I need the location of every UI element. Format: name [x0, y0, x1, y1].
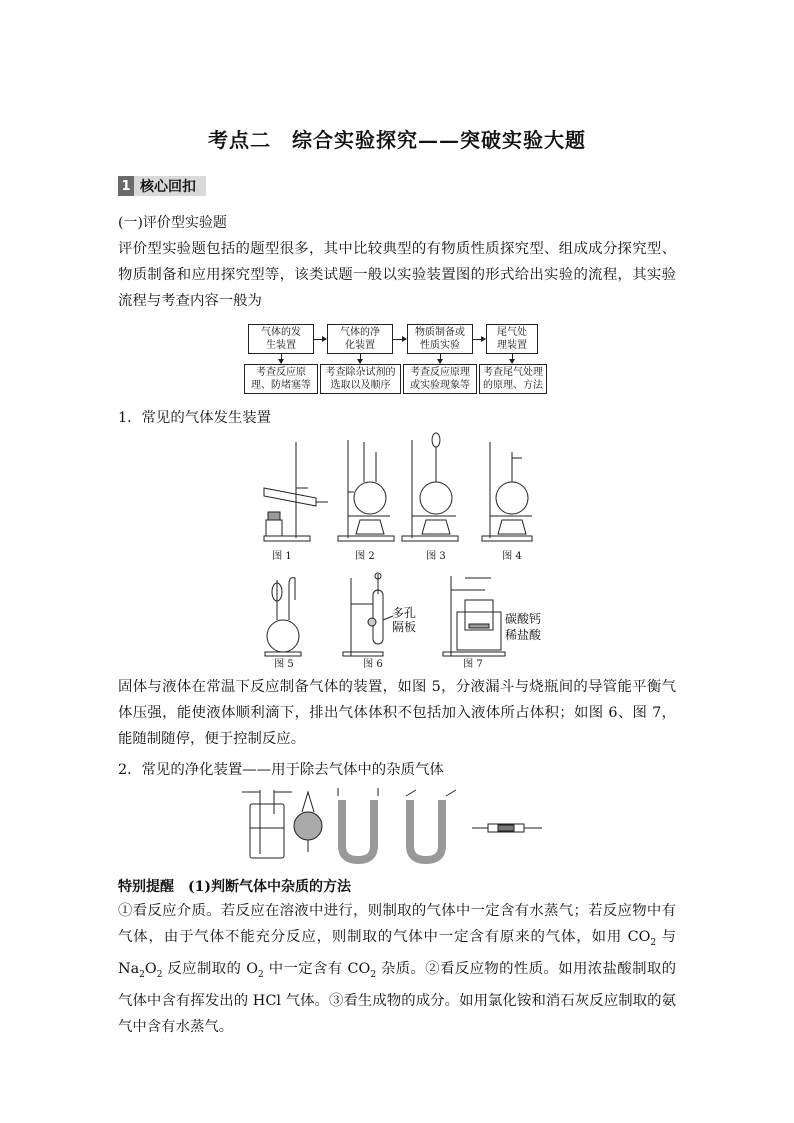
subscript: 2 — [258, 969, 264, 980]
flow-arrow — [440, 354, 441, 363]
flow-bottom-4: 考查尾气处理 的原理、方法 — [479, 364, 547, 394]
note-text: 杂质。②看反应物的性质。如用浓盐酸制取的气体中含有挥发出的 HCl 气体。③看生成物的成分。如用氯化铵和消石灰反应制取的氨气中含有水蒸气。 — [118, 960, 676, 1035]
note-text: 反应制取的 O — [162, 960, 259, 977]
straight-tube — [472, 824, 542, 832]
note-paragraph — [118, 898, 676, 1040]
page-title: 考点二 综合实验探究——突破实验大题 — [208, 128, 586, 152]
fig4-apparatus — [482, 442, 532, 541]
flow-arrow — [473, 339, 485, 340]
fig5-caption: 图 5 — [274, 659, 294, 670]
flow-arrow — [512, 354, 513, 363]
flow-bottom-1: 考查反应原 理、防堵塞等 — [244, 364, 318, 394]
fig7-label-1: 碳酸钙 — [505, 612, 542, 626]
paragraph-2: 固体与液体在常温下反应制备气体的装置，如图 5，分液漏斗与烧瓶间的导管能平衡气体压强，能使液体顺利滴下，排出气体体积不包括加入液体所占体积；如图 6、图 7，能随制随停，便于控制反应。 — [118, 679, 676, 747]
subscript: 2 — [139, 969, 145, 980]
u-tube-2 — [406, 790, 456, 860]
subscript: 2 — [156, 969, 163, 980]
fig4-caption: 图 4 — [502, 551, 522, 562]
subscript: 2 — [650, 937, 657, 948]
item-2-heading: 2．常见的净化装置——用于除去气体中的杂质气体 — [118, 762, 444, 778]
flow-bottom-3: 考查反应原理 或实验现象等 — [403, 364, 477, 394]
note-text: 中一定含有 CO — [263, 960, 371, 977]
flow-arrow — [281, 354, 282, 363]
section-tag — [118, 176, 206, 196]
flow-arrow — [393, 339, 406, 340]
note-text: 与 Na — [118, 929, 676, 977]
fig2-caption: 图 2 — [355, 551, 375, 562]
item-1-heading: 1．常见的气体发生装置 — [118, 410, 272, 426]
section-label: 核心回扣 — [140, 179, 196, 195]
wash-bottle — [242, 790, 292, 858]
section-number: 1 — [118, 176, 134, 196]
fig3-caption: 图 3 — [426, 551, 446, 562]
fig6-apparatus — [343, 573, 393, 656]
note-text: O — [144, 960, 157, 977]
flow-arrow — [314, 339, 326, 340]
fig6-caption: 图 6 — [363, 659, 383, 670]
fig1-apparatus — [264, 442, 328, 541]
fig7-label-2: 稀盐酸 — [505, 628, 542, 642]
fig1-caption: 图 1 — [272, 551, 292, 562]
flow-top-4: 尾气处 理装置 — [486, 324, 538, 354]
fig7-apparatus — [443, 576, 505, 656]
u-tube-1 — [338, 788, 378, 860]
flow-top-3: 物质制备或 性质实验 — [407, 324, 473, 354]
intro-paragraph: 评价型实验题包括的题型很多，其中比较典型的有物质性质探究型、组成成分探究型、物质制备和应用探究型等，该类试题一般以实验装置图的形式给出实验的流程，其实验流程与考查内容一般为 — [118, 241, 676, 309]
fig6-label: 多孔 隔板 — [392, 606, 417, 634]
subhead: (一)评价型实验题 — [118, 215, 227, 231]
fig3-apparatus — [402, 433, 458, 541]
note-text: ①看反应介质。若反应在溶液中进行，则制取的气体中一定含有水蒸气；若反应物中有气体，由于气体不能充分反应，则制取的气体中一定含有原来的气体，如用 CO — [118, 903, 676, 945]
fig7-caption: 图 7 — [463, 659, 483, 670]
purification-apparatus — [240, 784, 550, 866]
flow-arrow — [360, 354, 361, 363]
flow-top-2: 气体的净 化装置 — [327, 324, 393, 354]
drying-tube-bulb — [294, 792, 322, 852]
apparatus-figures-row1 — [250, 430, 550, 550]
note-heading: 特别提醒 (1)判断气体中杂质的方法 — [118, 879, 351, 895]
flow-bottom-2: 考查除杂试剂的 选取以及顺序 — [320, 364, 401, 394]
fig2-apparatus — [338, 440, 394, 541]
subscript: 2 — [370, 969, 377, 980]
fig5-apparatus — [265, 578, 301, 656]
flow-top-1: 气体的发 生装置 — [248, 324, 314, 354]
